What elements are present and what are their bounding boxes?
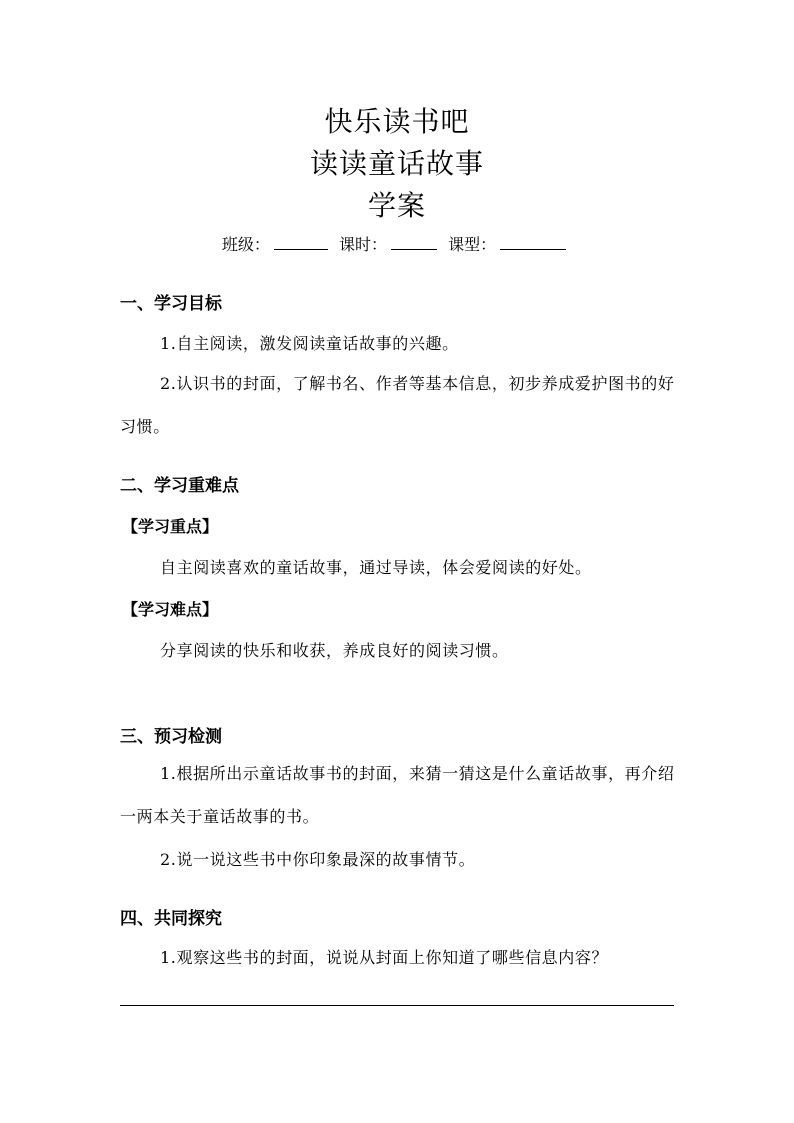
section-3-item-2: 2.说一说这些书中你印象最深的故事情节。	[160, 850, 476, 869]
class-meta-line	[0, 232, 794, 255]
section-4-item-1: 1.观察这些书的封面，说说从封面上你知道了哪些信息内容？	[160, 948, 609, 967]
key-points-label: 【学习重点】	[122, 517, 219, 536]
hours-blank	[391, 233, 437, 250]
type-blank	[500, 233, 566, 250]
difficult-points-text: 分享阅读的快乐和收获，养成良好的阅读习惯。	[160, 641, 509, 660]
hours-label: 课时：	[338, 235, 387, 254]
section-3-heading: 三、预习检测	[120, 727, 222, 747]
title-line-2: 读读童话故事	[309, 147, 484, 180]
section-1-heading: 一、学习目标	[120, 294, 222, 314]
bottom-rule	[120, 1005, 674, 1006]
section-1-item-2: 2.认识书的封面，了解书名、作者等基本信息，初步养成爱护图书的好习惯。	[120, 374, 675, 436]
section-1-item-1: 1.自主阅读，激发阅读童话故事的兴趣。	[160, 334, 459, 353]
title-line-1: 快乐读书吧	[324, 105, 470, 138]
title-line-3: 学案	[367, 189, 426, 222]
section-2-heading: 二、学习重难点	[120, 476, 239, 496]
section-3-item-1: 1.根据所出示童话故事书的封面，来猜一猜这是什么童话故事，再介绍一两本关于童话故事的书。	[120, 764, 675, 826]
key-points-text: 自主阅读喜欢的童话故事，通过导读，体会爱阅读的好处。	[160, 558, 592, 577]
class-blank	[274, 233, 328, 250]
type-label: 课型：	[448, 235, 497, 254]
class-label: 班级：	[221, 235, 270, 254]
difficult-points-label: 【学习难点】	[122, 600, 219, 619]
section-4-heading: 四、共同探究	[120, 909, 222, 929]
